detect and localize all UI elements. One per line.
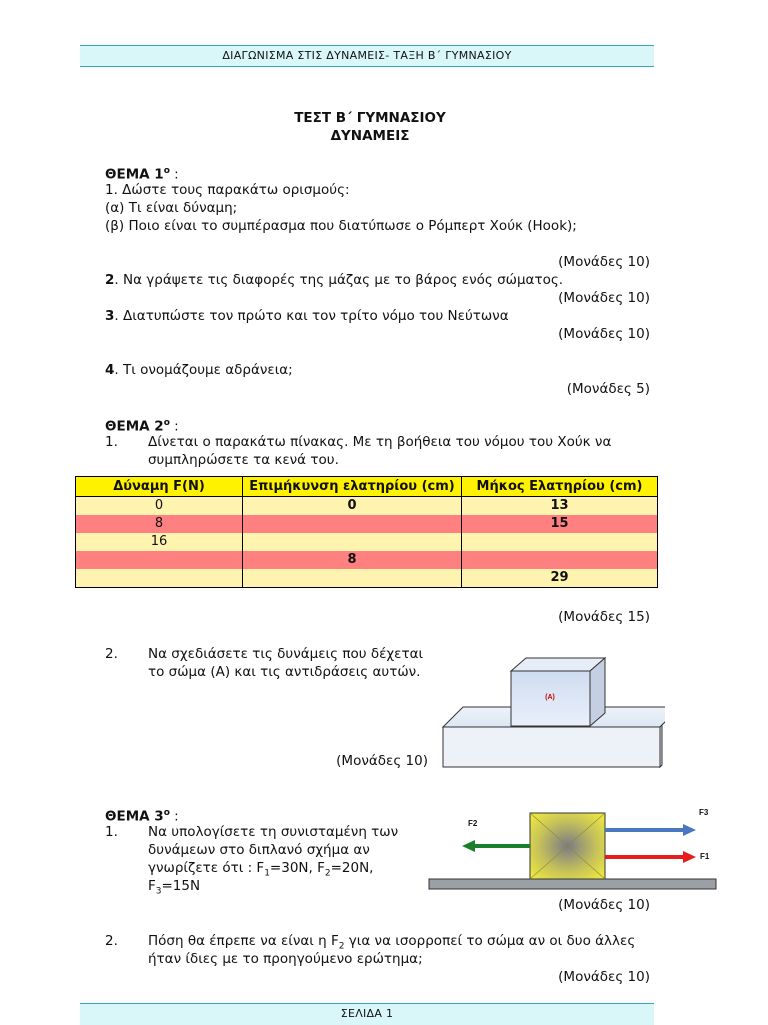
lower-slab-front: [443, 727, 660, 767]
thema3-q1-marks: (Μονάδες 10): [558, 897, 650, 913]
thema3-q1-line2: δυνάμεων στο διπλανό σχήμα αν: [148, 842, 370, 858]
table-cell: [462, 551, 658, 569]
thema1-q1-marks: (Μονάδες 10): [558, 254, 650, 270]
thema1-heading: ΘΕΜΑ $1^o$ :: [105, 166, 179, 183]
ground-surface: [429, 879, 716, 889]
body-a-top: [511, 658, 605, 671]
thema3-q2-marks: (Μονάδες 10): [558, 969, 650, 985]
table-row: [76, 551, 658, 569]
hooke-table: [75, 476, 658, 588]
thema2-q1-line1: Δίνεται ο παρακάτω πίνακας. Με τη βοήθεια του νόμου του Χούκ να: [148, 434, 612, 450]
table-cell: 15: [462, 515, 658, 533]
thema1-q3-marks: (Μονάδες 10): [558, 326, 650, 342]
thema2-q2-num: 2.: [105, 646, 118, 662]
thema3-q2-num: 2.: [105, 933, 118, 949]
table-row: [76, 515, 658, 533]
table-header-length: Μήκος Ελατηρίου (cm): [462, 477, 658, 497]
thema3-heading: ΘΕΜΑ $3^o$ :: [105, 808, 179, 825]
table-cell: 29: [462, 569, 658, 588]
table-row: [76, 569, 658, 588]
blocks-figure: [440, 655, 665, 770]
thema2-heading: ΘΕΜΑ $2^o$ :: [105, 418, 179, 435]
table-cell: [243, 515, 462, 533]
footer-page-number: ΣΕΛΙΔΑ 1: [340, 1007, 394, 1020]
table-cell: [462, 533, 658, 551]
thema3-q1-line3: γνωρίζετε ότι : $F_1=30N$, $F_2=20N$,: [148, 860, 374, 879]
table-cell: 0: [243, 497, 462, 516]
thema3-q2-line2: ήταν ίδιες με το προηγούμενο ερώτημα;: [148, 951, 423, 967]
thema1-q2-marks: (Μονάδες 10): [558, 290, 650, 306]
doc-subtitle: ΔΥΝΑΜΕΙΣ: [330, 128, 410, 144]
thema1-q1-b: (β) Ποιο είναι το συμπέρασμα που διατύπωσε ο Ρόμπερτ Χούκ (Hook);: [105, 218, 577, 234]
table-cell: [76, 569, 243, 588]
arrow-f3-head: [683, 824, 696, 836]
doc-title: ΤΕΣΤ Β΄ ΓΥΜΝΑΣΙΟΥ: [294, 110, 446, 126]
thema2-q1-num: 1.: [105, 434, 118, 450]
arrow-f2-head: [462, 840, 475, 852]
table-cell: 0: [76, 497, 243, 516]
thema2-q1-line2: συμπληρώσετε τα κενά του.: [148, 452, 339, 468]
thema1-q1-a: (α) Τι είναι δύναμη;: [105, 200, 238, 216]
header-title: ΔΙΑΓΩΝΙΣΜΑ ΣΤΙΣ ΔΥΝΑΜΕΙΣ- ΤΑΞΗ Β΄ ΓΥΜΝΑΣΙΟΥ: [222, 49, 512, 62]
table-cell: [243, 533, 462, 551]
table-cell: 8: [76, 515, 243, 533]
table-row: [76, 497, 658, 516]
table-header-extension: Επιμήκυνση ελατηρίου (cm): [243, 477, 462, 497]
table-cell: [243, 569, 462, 588]
thema3-q1-num: 1.: [105, 824, 118, 840]
thema2-q2-marks: (Μονάδες 10): [336, 753, 428, 769]
forces-figure: [428, 800, 720, 895]
thema1-q4: 4. Τι ονομάζουμε αδράνεια;: [105, 362, 293, 378]
label-f1: F1: [700, 852, 710, 861]
table-cell: 16: [76, 533, 243, 551]
body-a-label: (A): [545, 694, 555, 701]
thema1-q3: 3. Διατυπώστε τον πρώτο και τον τρίτο νόμο του Νεύτωνα: [105, 308, 509, 324]
page-header: [80, 45, 654, 67]
table-header-force: Δύναμη F(N): [76, 477, 243, 497]
label-f2: F2: [468, 819, 478, 828]
thema2-q2-line2: το σώμα (Α) και τις αντιδράσεις αυτών.: [148, 664, 421, 680]
thema3-q1-line1: Να υπολογίσετε τη συνισταμένη των: [148, 824, 399, 840]
thema3-q2-line1: Πόση θα έπρεπε να είναι η $F_2$ για να ισορροπεί το σώμα αν οι δυο άλλες: [148, 933, 636, 952]
thema3-q1-line4: $F_3=15N$: [148, 878, 201, 897]
table-cell: 8: [243, 551, 462, 569]
arrow-f1-head: [683, 851, 696, 863]
thema2-q2-line1: Να σχεδιάσετε τις δυνάμεις που δέχεται: [148, 646, 424, 662]
page-footer: [80, 1003, 654, 1025]
table-header-row: [76, 477, 658, 497]
table-cell: 13: [462, 497, 658, 516]
thema1-q1-intro: 1. Δώστε τους παρακάτω ορισμούς:: [105, 182, 350, 198]
label-f3: F3: [699, 808, 709, 817]
table-row: [76, 533, 658, 551]
thema1-q4-marks: (Μονάδες 5): [566, 381, 650, 397]
thema2-table-marks: (Μονάδες 15): [558, 609, 650, 625]
lower-slab-side: [660, 725, 662, 767]
table-cell: [76, 551, 243, 569]
thema1-q2: 2. Να γράψετε τις διαφορές της μάζας με το βάρος ενός σώματος.: [105, 272, 564, 288]
